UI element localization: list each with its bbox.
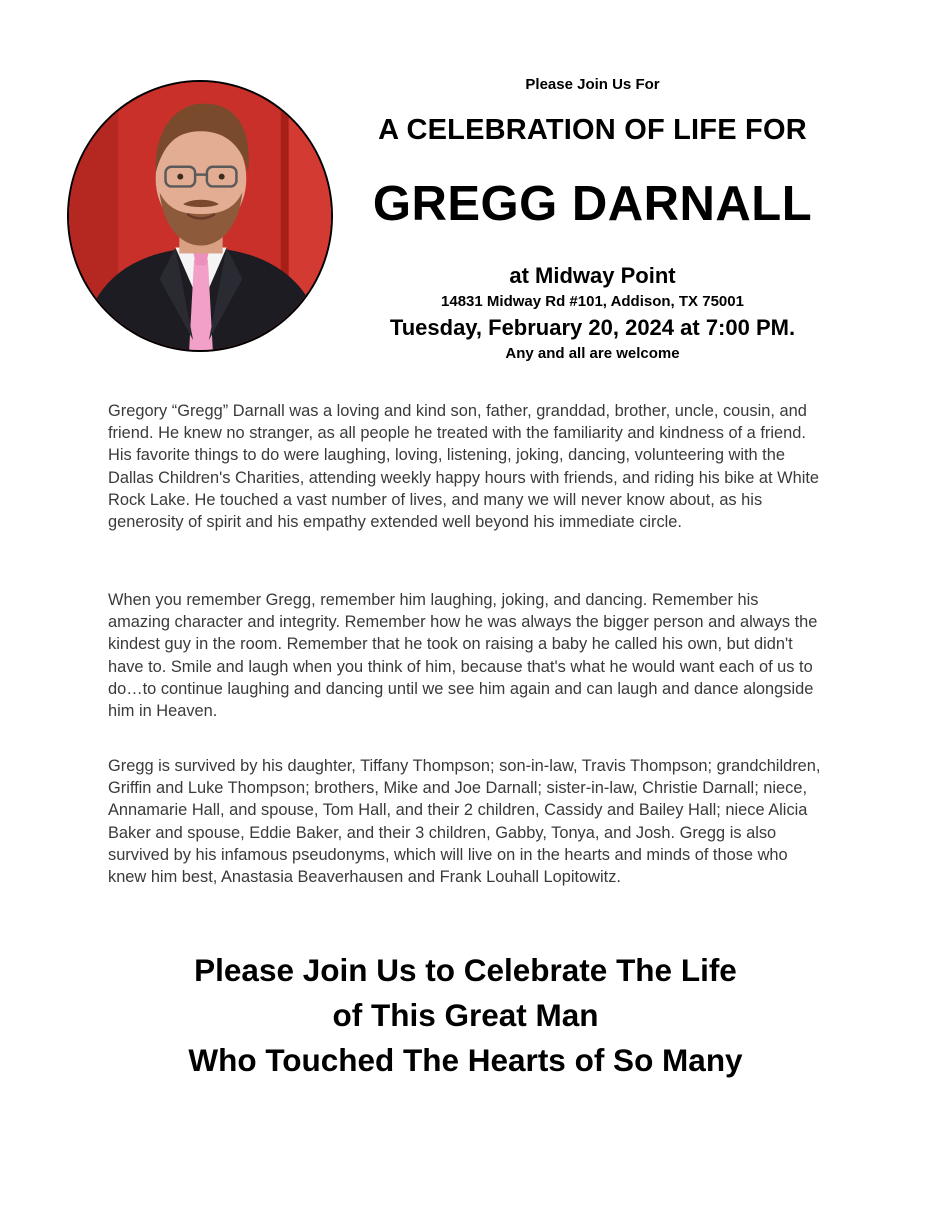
- obituary-paragraph-1: Gregory “Gregg” Darnall was a loving and kind son, father, granddad, brother, uncle, cousin, and friend. He knew no stranger, as all people he treated with the familiarity and kindness of a friend. His favorite things to do were laughing, loving, listening, joking, dancing, volunteering with the Dallas Children's Charities, attending weekly happy hours with friends, and riding his bike at White Rock Lake. He touched a vast number of lives, and many we will never know about, as his generosity of spirit and his empathy extended well beyond his immediate circle.: [108, 402, 820, 532]
- closing-message: [80, 948, 851, 1083]
- closing-line-1: Please Join Us to Celebrate The Life: [194, 952, 737, 988]
- event-datetime: Tuesday, February 20, 2024 at 7:00 PM.: [389, 315, 796, 340]
- closing-line-3: Who Touched The Hearts of So Many: [188, 1042, 743, 1078]
- celebration-heading: A CELEBRATION OF LIFE FOR: [378, 114, 807, 146]
- portrait-illustration: [69, 82, 331, 350]
- obituary-paragraph-2: When you remember Gregg, remember him laughing, joking, and dancing. Remember his amazing character and integrity. Remember how he was always the bigger person and always the kindest guy in the room. Remember that he took on raising a baby he called his own, but didn't have to. Smile and laugh when you think of him, because that's what he would want each of us to do…to continue laughing and dancing until we see him again and can laugh and dance alongside him in Heaven.: [108, 591, 818, 721]
- welcome-note: Any and all are welcome: [505, 345, 680, 362]
- honoree-name: GREGG DARNALL: [372, 177, 813, 231]
- obituary-paragraph-3: Gregg is survived by his daughter, Tiffany Thompson; son-in-law, Travis Thompson; grandchildren, Griffin and Luke Thompson; brothers, Mike and Joe Darnall; sister-in-law, Christie Darnall; niece, Annamarie Hall, and spouse, Tom Hall, and their 2 children, Cassidy and Bailey Hall; niece Alicia Baker and spouse, Eddie Baker, and their 3 children, Gabby, Tonya, and Josh. Gregg is also survived by his infamous pseudonyms, which will live on in the hearts and minds of those who knew him best, Anastasia Beaverhausen and Frank Louhall Lopitowitz.: [108, 757, 821, 887]
- invitation-kicker: Please Join Us For: [525, 76, 660, 93]
- closing-line-2: of This Great Man: [332, 997, 599, 1033]
- venue-address: 14831 Midway Rd #101, Addison, TX 75001: [441, 293, 744, 310]
- portrait-photo: [67, 80, 333, 352]
- venue-name: at Midway Point: [509, 263, 676, 288]
